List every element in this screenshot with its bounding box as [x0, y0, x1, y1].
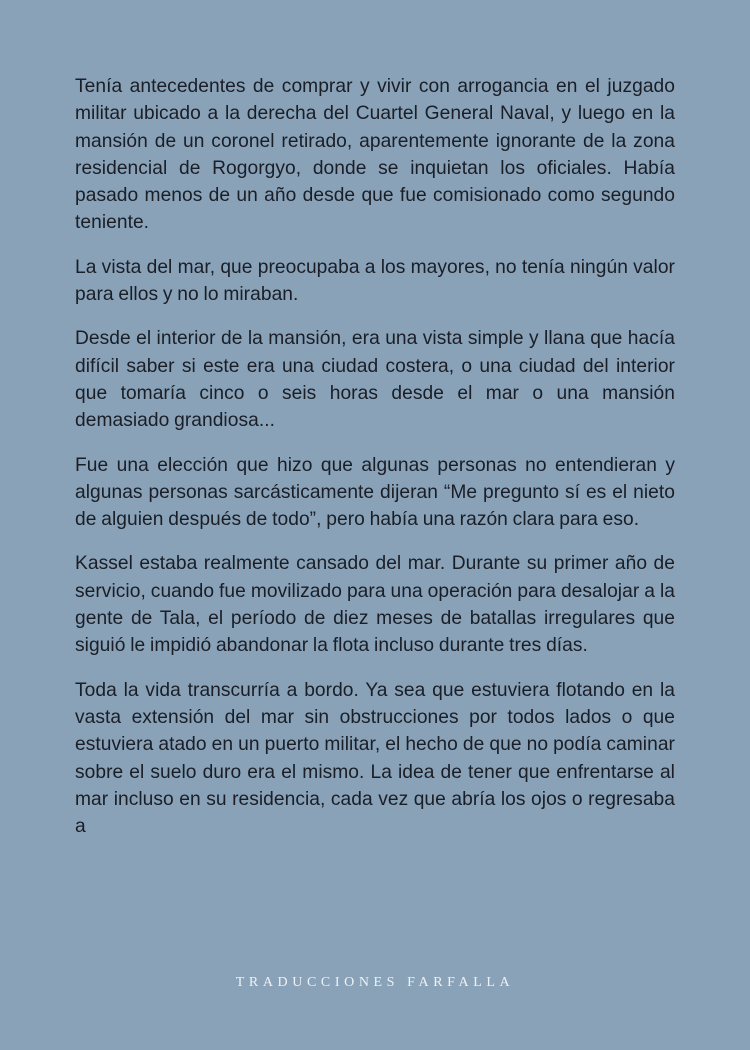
paragraph-3: Desde el interior de la mansión, era una vista simple y llana que hacía difícil saber si este era una ciudad costera, o una ciudad del interior que tomaría cinco o seis horas desde el mar o una mansión demasiado grandiosa...	[75, 328, 675, 432]
paragraph-4: Fue una elección que hizo que algunas personas no entendieran y algunas personas sarcásticamente dijeran “Me pregunto sí es el nieto de alguien después de todo”, pero había una razón clara para eso.	[75, 454, 675, 531]
page-body	[75, 73, 675, 857]
paragraph-5: Kassel estaba realmente cansado del mar. Durante su primer año de servicio, cuando fue movilizado para una operación para desalojar a la gente de Tala, el período de diez meses de batallas irregulares que siguió le impidió abandonar la flota incluso durante tres días.	[75, 553, 675, 657]
paragraph-6: Toda la vida transcurría a bordo. Ya sea que estuviera flotando en la vasta extensión del mar sin obstrucciones por todos lados o que estuviera atado en un puerto militar, el hecho de que no podía caminar sobre el suelo duro era el mismo. La idea de tener que enfrentarse al mar incluso en su residencia, cada vez que abría los ojos o regresaba a	[75, 679, 675, 838]
footer-credit: TRADUCCIONES FARFALLA	[235, 975, 515, 990]
paragraph-2: La vista del mar, que preocupaba a los mayores, no tenía ningún valor para ellos y no lo miraban.	[75, 256, 675, 306]
paragraph-1: Tenía antecedentes de comprar y vivir con arrogancia en el juzgado militar ubicado a la derecha del Cuartel General Naval, y luego en la mansión de un coronel retirado, aparentemente ignorante de la zona residencial de Rogorgyo, donde se inquietan los oficiales. Había pasado menos de un año desde que fue comisionado como segundo teniente.	[75, 76, 675, 234]
